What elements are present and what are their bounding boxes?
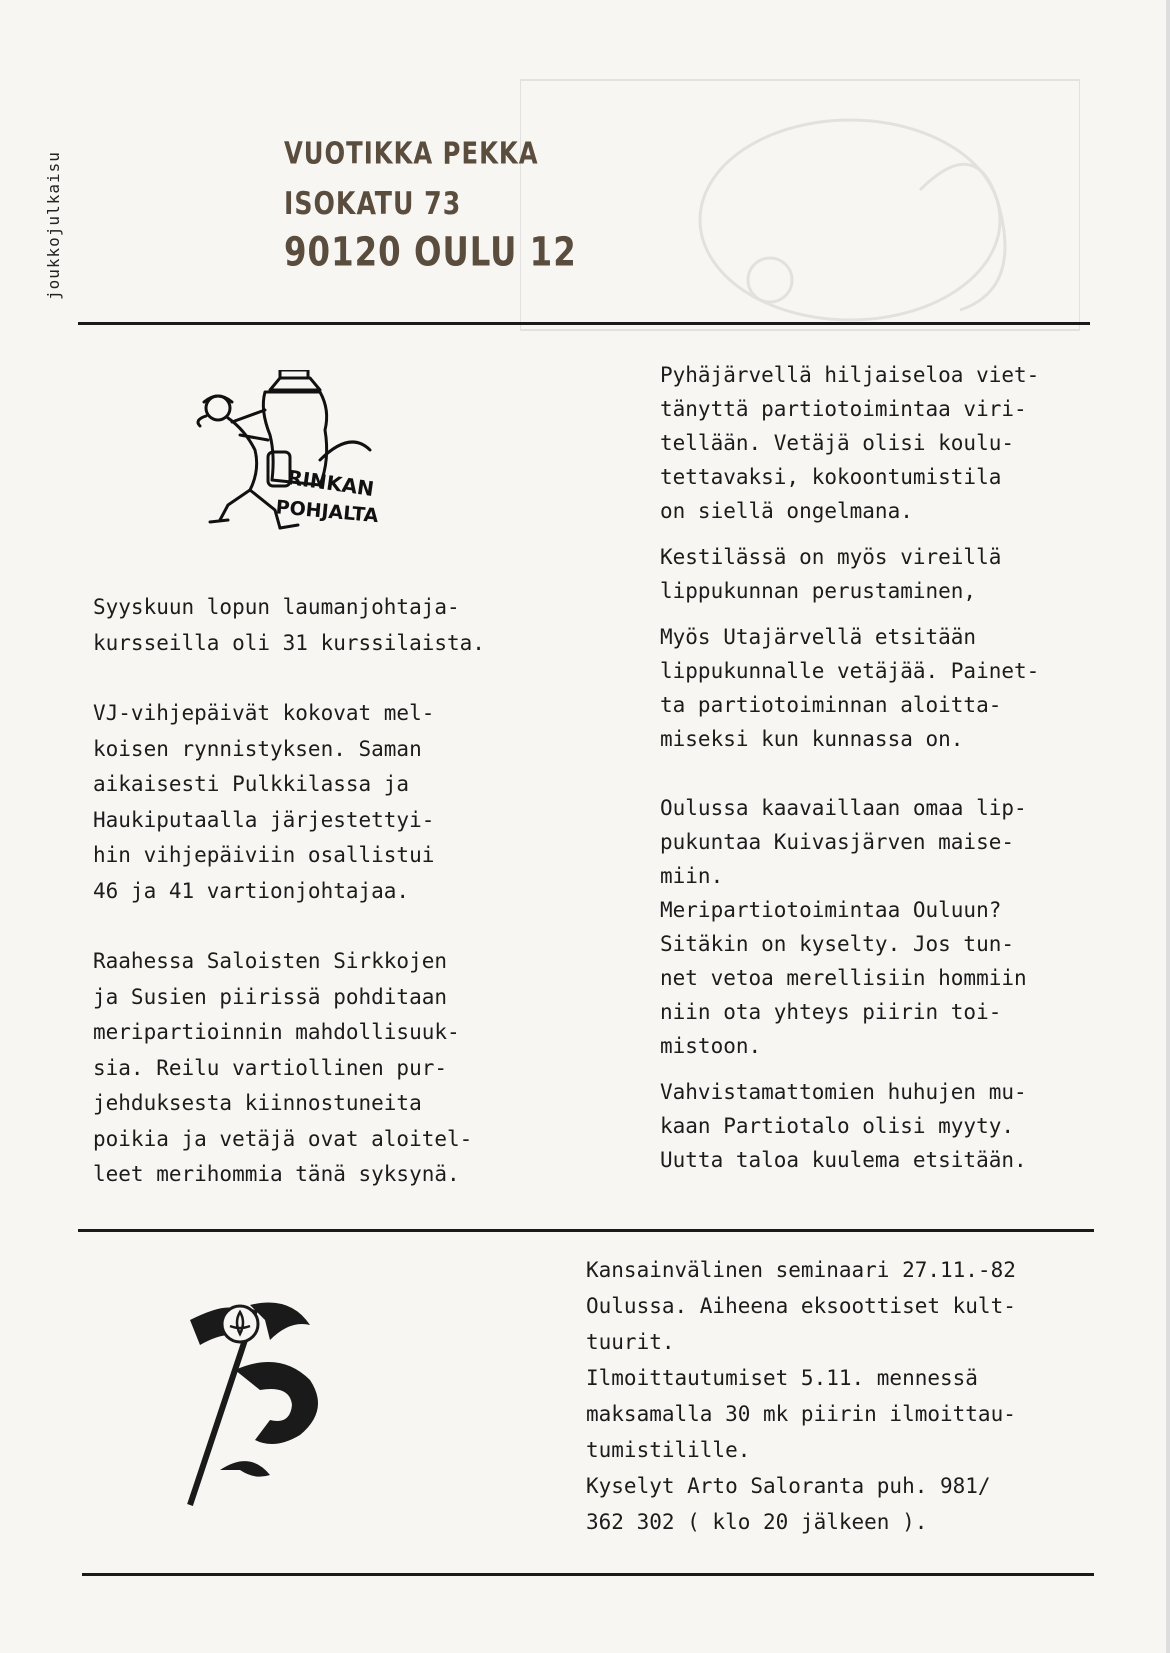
right-p1-line4: tettavaksi, kokoontumistila: [660, 465, 1002, 489]
right-p4-line2: pukuntaa Kuivasjärven maise-: [660, 830, 1015, 854]
right-p4-line1: Oulussa kaavaillaan omaa lip-: [660, 796, 1027, 820]
left-p3-line6: poikia ja vetäjä ovat aloitel-: [93, 1126, 473, 1151]
seminar-line1: Kansainvälinen seminaari 27.11.-82: [586, 1258, 1016, 1282]
logo-text-rinkan: RINKAN: [285, 465, 376, 501]
left-p3-line1: Raahessa Saloisten Sirkkojen: [93, 949, 448, 973]
right-p5-line4: niin ota yhteys piirin toi-: [660, 1000, 1002, 1024]
right-p2-line1: Kestilässä on myös vireillä: [660, 545, 1002, 569]
right-p3-line4: miseksi kun kunnassa on.: [660, 727, 964, 751]
left-p1-line1: Syyskuun lopun laumanjohtaja-: [93, 595, 460, 619]
left-p2-line1: VJ-vihjepäivät kokovat mel-: [93, 701, 435, 725]
side-label: joukkojulkaisu: [44, 151, 63, 300]
address-stamp: [284, 130, 577, 278]
left-p3-line7: leet merihommia tänä syksynä.: [93, 1162, 460, 1186]
right-p5-line3: net vetoa merellisiin hommiin: [660, 966, 1027, 990]
bleed-through-illustration: [520, 70, 1080, 350]
seminar-line2: Oulussa. Aiheena eksoottiset kult-: [586, 1294, 1016, 1318]
left-p2-line3: aikaisesti Pulkkilassa ja: [93, 772, 410, 796]
seminar-line4: Ilmoittautumiset 5.11. mennessä: [586, 1366, 978, 1390]
right-p3-line2: lippukunnalle vetäjää. Painet-: [660, 659, 1040, 683]
seminar-line5: maksamalla 30 mk piirin ilmoittau-: [586, 1402, 1016, 1426]
left-p3-line5: jehduksesta kiinnostuneita: [93, 1091, 422, 1115]
right-p2-line2: lippukunnan perustaminen,: [660, 579, 977, 603]
seminar-line8: 362 302 ( klo 20 jälkeen ).: [586, 1510, 928, 1534]
left-p3-line4: sia. Reilu vartiollinen pur-: [93, 1055, 448, 1080]
seminar-line3: tuurit.: [586, 1330, 675, 1354]
bottom-divider: [82, 1573, 1094, 1576]
left-p2-line5: hin vihjepäiviin osallistui: [93, 843, 435, 867]
stamp-postcode: 90120 OULU 12: [284, 229, 577, 276]
left-column: [93, 590, 485, 1193]
seminar-line6: tumistilille.: [586, 1438, 751, 1462]
right-column: [660, 358, 1039, 1177]
rinkan-pohjalta-logo: [180, 370, 420, 550]
right-p5-line2: Sitäkin on kyselty. Jos tun-: [660, 932, 1015, 956]
right-p5-line5: mistoon.: [660, 1034, 762, 1058]
stamp-name: VUOTIKKA PEKKA: [284, 136, 539, 172]
seminar-announcement: [586, 1252, 1016, 1540]
left-p2-line6: 46 ja 41 vartionjohtajaa.: [93, 878, 410, 903]
right-p1-line3: tellään. Vetäjä olisi koulu-: [660, 431, 1015, 455]
top-divider: [78, 322, 1090, 325]
middle-divider: [78, 1229, 1094, 1232]
logo-text-pohjalta: POHJALTA: [274, 496, 380, 528]
left-p2-line4: Haukiputaalla järjestettyi-: [93, 807, 435, 832]
right-p4-line3: miin.: [660, 864, 724, 888]
scout-flag-75-logo: [180, 1300, 340, 1510]
page-edge: [1166, 0, 1170, 1653]
seminar-line7: Kyselyt Arto Saloranta puh. 981/: [586, 1474, 991, 1498]
right-p1-line5: on siellä ongelmana.: [660, 499, 913, 523]
right-p1-line2: tänyttä partiotoimintaa viri-: [660, 397, 1027, 421]
right-p1-line1: Pyhäjärvellä hiljaiseloa viet-: [660, 363, 1040, 387]
stamp-street: ISOKATU 73: [284, 184, 462, 222]
right-p6-line1: Vahvistamattomien huhujen mu-: [660, 1080, 1027, 1104]
right-p6-line3: Uutta taloa kuulema etsitään.: [660, 1148, 1027, 1172]
left-p3-line3: meripartioinnin mahdollisuuk-: [93, 1020, 460, 1044]
right-p3-line1: Myös Utajärvellä etsitään: [660, 625, 977, 649]
right-p6-line2: kaan Partiotalo olisi myyty.: [660, 1114, 1015, 1138]
right-p3-line3: ta partiotoiminnan aloitta-: [660, 693, 1002, 717]
right-p5-line1: Meripartiotoimintaa Ouluun?: [660, 898, 1002, 922]
left-p2-line2: koisen rynnistyksen. Saman: [93, 736, 422, 761]
left-p1-line2: kursseilla oli 31 kurssilaista.: [93, 630, 485, 655]
left-p3-line2: ja Susien piirissä pohditaan: [93, 984, 448, 1009]
